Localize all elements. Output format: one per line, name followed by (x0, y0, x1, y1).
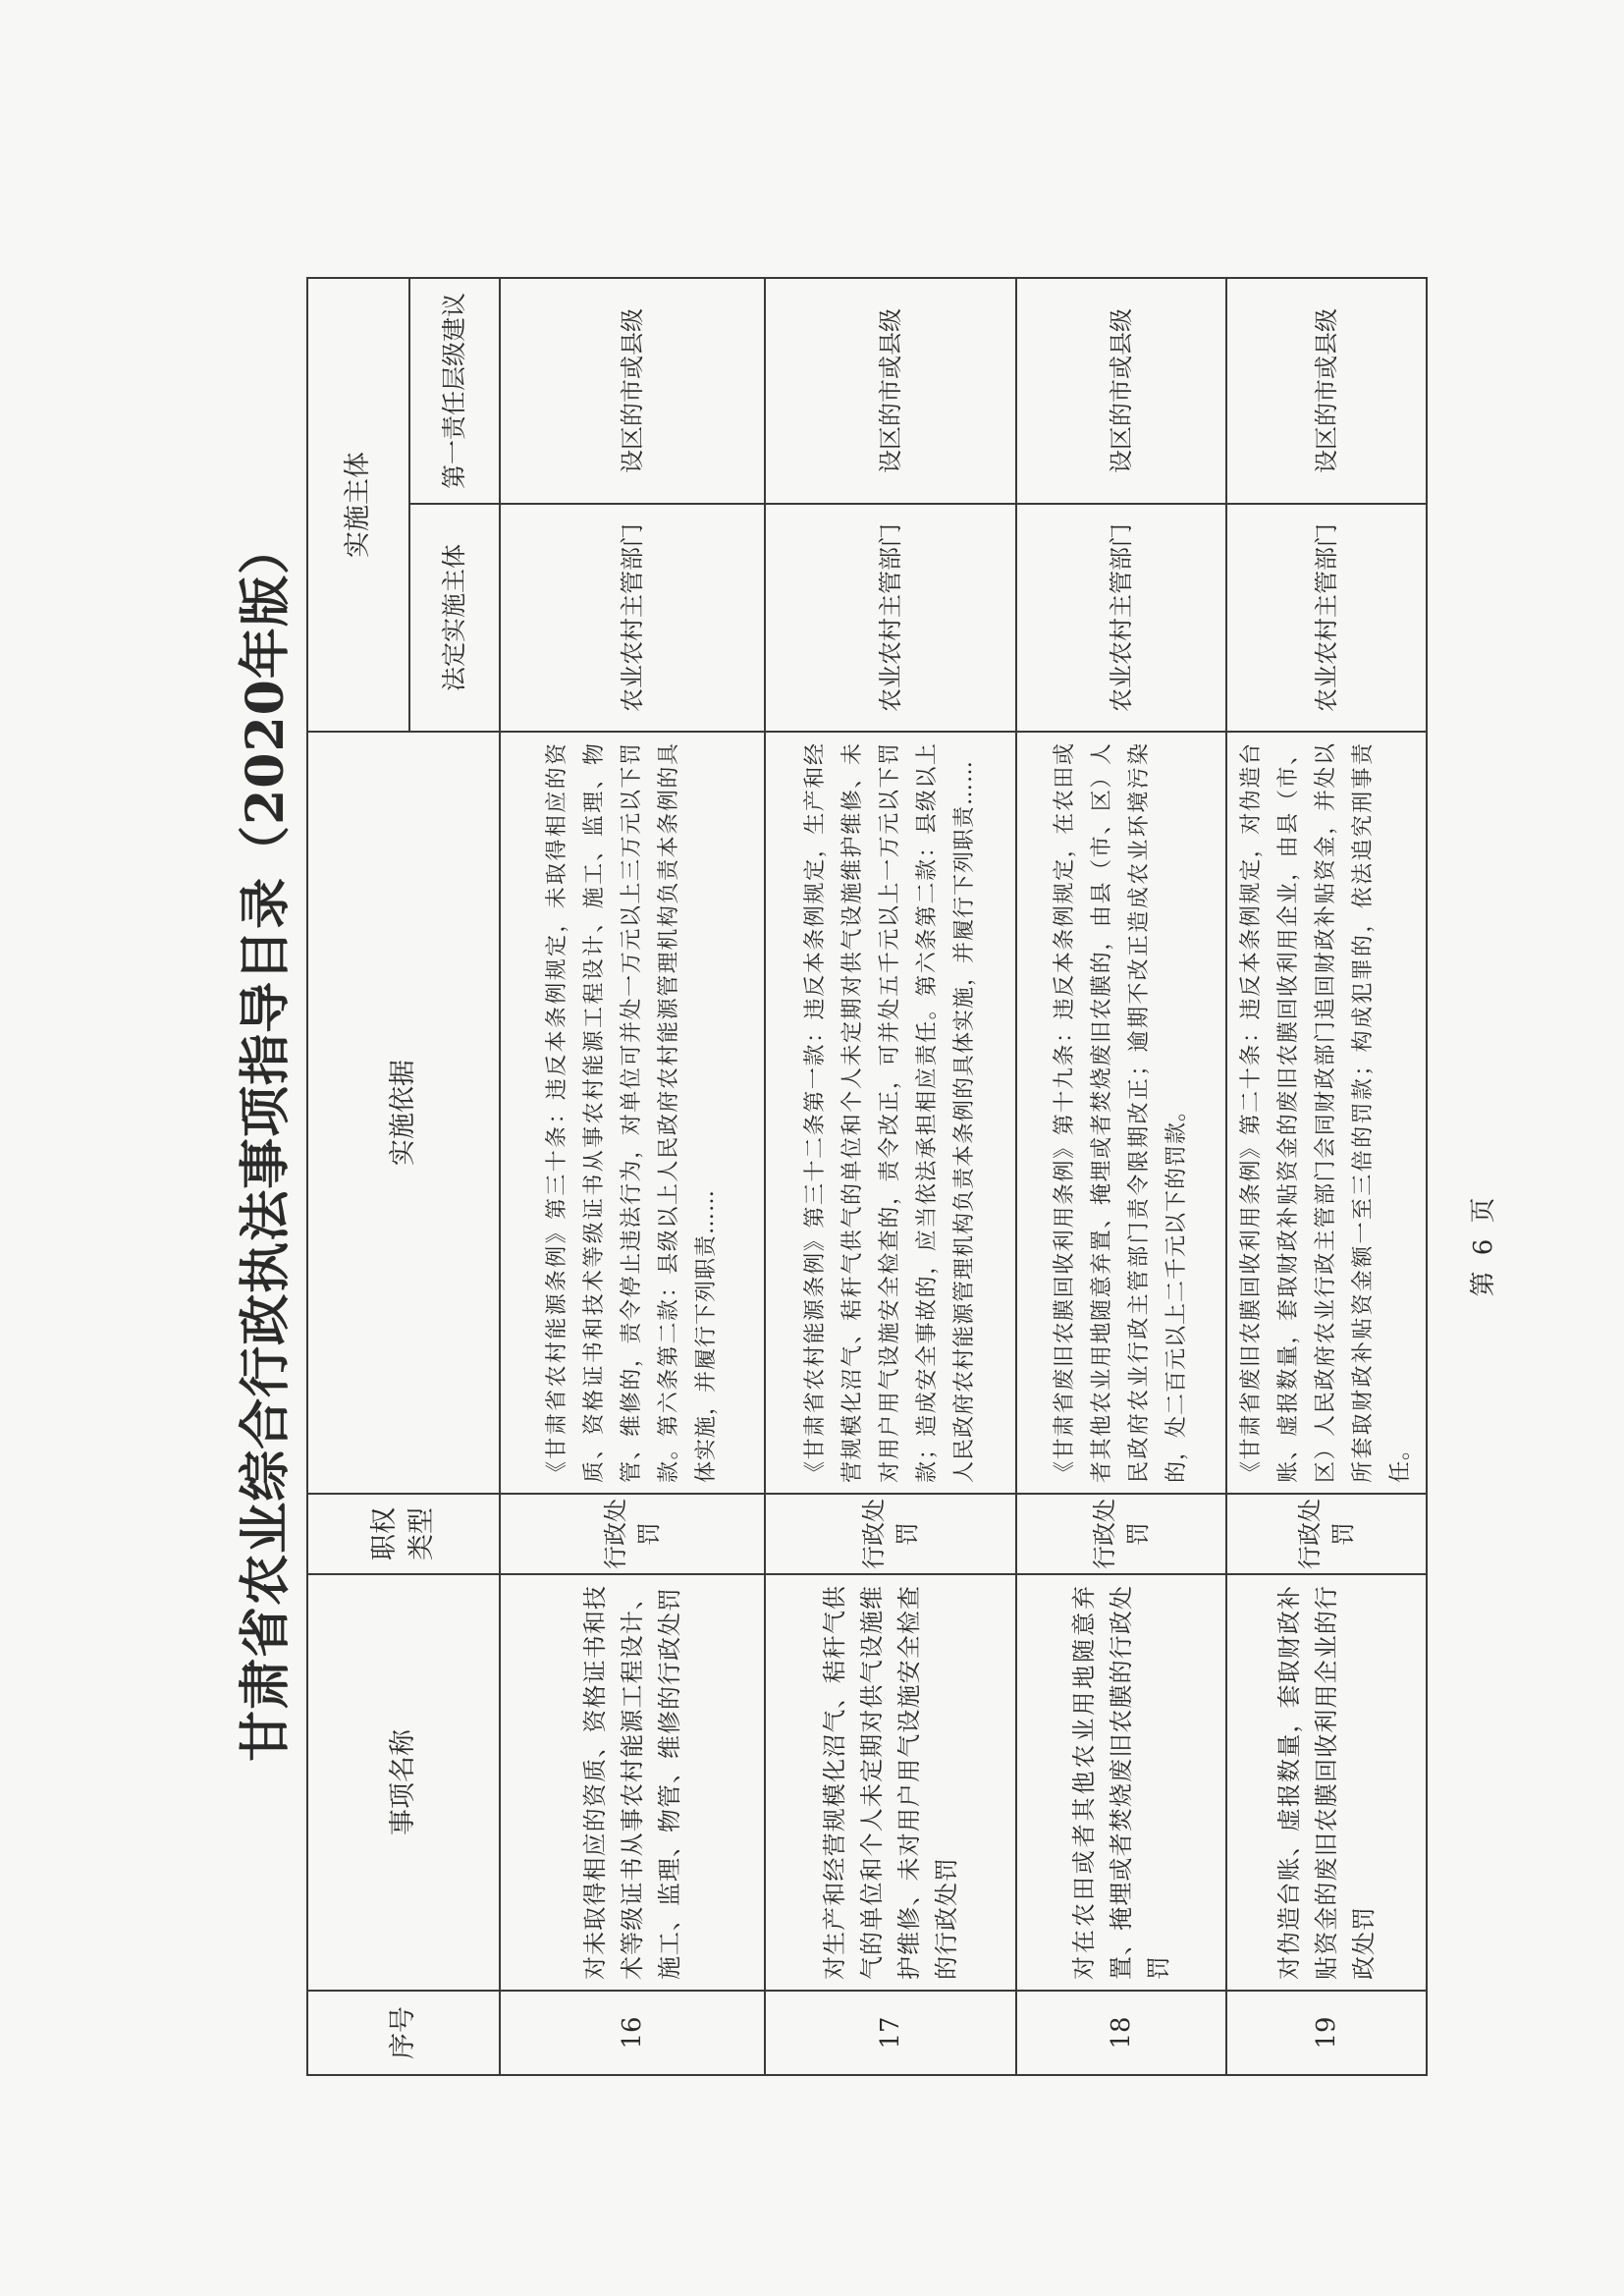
row-legal-subject: 农业农村主管部门 (1016, 504, 1226, 732)
row-first-level: 设区的市或县级 (1016, 278, 1226, 504)
row-index: 16 (500, 1991, 765, 2075)
row-first-level: 设区的市或县级 (765, 278, 1016, 504)
row-first-level: 设区的市或县级 (500, 278, 765, 504)
row-legal-subject: 农业农村主管部门 (1226, 504, 1427, 732)
header-item-name: 事项名称 (307, 1574, 500, 1991)
table-header-row (307, 278, 409, 2075)
page-number: 第 6 页 (1469, 1193, 1498, 1297)
enforcement-items-table (306, 277, 1428, 2076)
row-basis: 《甘肃省废旧农膜回收利用条例》第十九条：违反本条例规定，在农田或者其他农业用地随意弃置、掩埋或者焚烧废旧农膜的，由县（市、区）人民政府农业行政主管部门责令限期改正；逾期不改正造成农业环境污染的，处二百元以上二千元以下的罚款。 (1016, 732, 1226, 1494)
row-item-name: 对未取得相应的资质、资格证书和技术等级证书从事农村能源工程设计、施工、监理、物管、维修的行政处罚 (500, 1574, 765, 1991)
row-legal-subject: 农业农村主管部门 (500, 504, 765, 732)
row-power-type: 行政处罚 (1226, 1494, 1427, 1574)
row-power-type: 行政处罚 (1016, 1494, 1226, 1574)
table-row (765, 278, 1016, 2075)
row-item-name: 对在农田或者其他农业用地随意弃置、掩埋或者焚烧废旧农膜的行政处罚 (1016, 1574, 1226, 1991)
row-index: 18 (1016, 1991, 1226, 2075)
header-power-type: 职权类型 (307, 1494, 500, 1574)
row-index: 19 (1226, 1991, 1427, 2075)
row-power-type: 行政处罚 (765, 1494, 1016, 1574)
header-basis: 实施依据 (307, 732, 500, 1494)
row-basis: 《甘肃省农村能源条例》第三十条：违反本条例规定，未取得相应的资质、资格证书和技术等级证书从事农村能源工程设计、施工、监理、物管、维修的，责令停止违法行为，对单位可并处一万元以上三万元以下罚款。第六条第二款：县级以上人民政府农村能源管理机构负责本条例的具体实施，并履行下列职责…… (500, 732, 765, 1494)
row-basis: 《甘肃省废旧农膜回收利用条例》第二十条：违反本条例规定，对伪造台账、虚报数量，套取财政补贴资金的废旧农膜回收利用企业，由县（市、区）人民政府农业行政主管部门会同财政部门追回财政补贴资金，并处以所套取财政补贴资金额一至三倍的罚款；构成犯罪的，依法追究刑事责任。 (1226, 732, 1427, 1494)
header-first-level: 第一责任层级建议 (409, 278, 500, 504)
row-item-name: 对伪造台账、虚报数量，套取财政补贴资金的废旧农膜回收利用企业的行政处罚 (1226, 1574, 1427, 1991)
row-basis: 《甘肃省农村能源条例》第三十二条第一款：违反本条例规定，生产和经营规模化沼气、秸秆气供气的单位和个人未定期对供气设施维护维修、未对用户用气设施安全检查的，责令改正，可并处五千元以上一万元以下罚款；造成安全事故的，应当依法承担相应责任。第六条第二款：县级以上人民政府农村能源管理机构负责本条例的具体实施，并履行下列职责…… (765, 732, 1016, 1494)
table-row (500, 278, 765, 2075)
row-item-name: 对生产和经营规模化沼气、秸秆气供气的单位和个人未定期对供气设施维护维修、未对用户用气设施安全检查的行政处罚 (765, 1574, 1016, 1991)
table-row (1016, 278, 1226, 2075)
table-row (1226, 278, 1427, 2075)
header-index: 序号 (307, 1991, 500, 2075)
document-title: 甘肃省农业综合行政执法事项指导目录（2020年版） (236, 522, 296, 1762)
header-subject: 实施主体 (307, 278, 409, 732)
row-first-level: 设区的市或县级 (1226, 278, 1427, 504)
header-legal-subject: 法定实施主体 (409, 504, 500, 732)
row-legal-subject: 农业农村主管部门 (765, 504, 1016, 732)
row-power-type: 行政处罚 (500, 1494, 765, 1574)
row-index: 17 (765, 1991, 1016, 2075)
